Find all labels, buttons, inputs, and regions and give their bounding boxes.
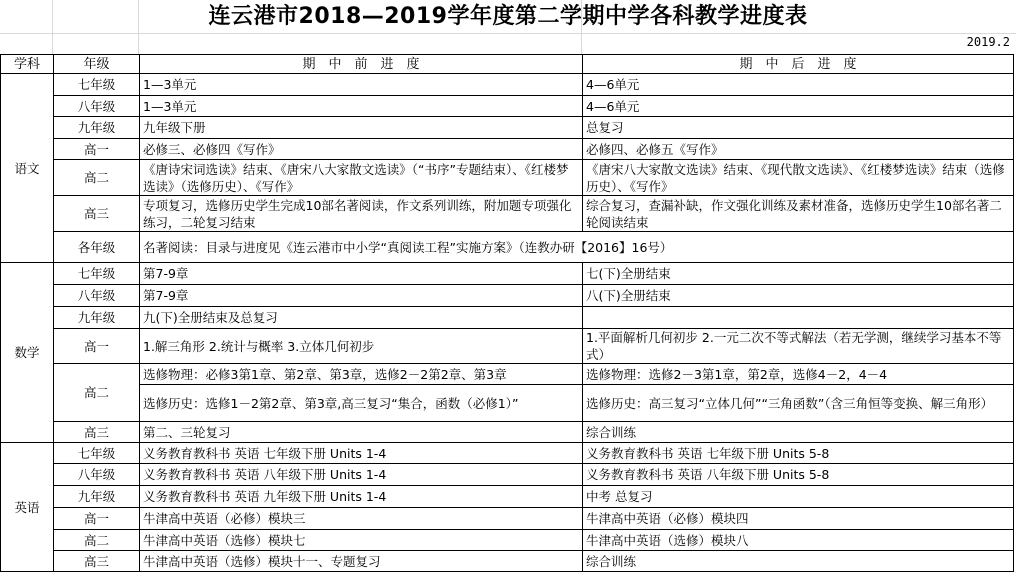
before-cell: 义务教育教科书 英语 八年级下册 Units 1-4: [140, 464, 583, 486]
after-cell: 牛津高中英语（选修）模块八: [583, 530, 1014, 551]
grade-cell: 高一: [54, 139, 140, 160]
before-cell: 选修历史：选修1－2第2章、第3章,高三复习“集合，函数（必修1）”: [140, 385, 583, 422]
grade-cell: 八年级: [54, 285, 140, 307]
table-row: [1, 486, 1014, 508]
before-cell: 牛津高中英语（选修）模块十一、专题复习: [140, 551, 583, 572]
subject-cell-math: 数学: [1, 263, 54, 443]
before-cell: 1—3单元: [140, 96, 583, 117]
after-cell: 综合训练: [583, 422, 1014, 443]
after-cell: 义务教育教科书 英语 八年级下册 Units 5-8: [583, 464, 1014, 486]
grade-cell: 高三: [54, 422, 140, 443]
after-cell: 综合训练: [583, 551, 1014, 572]
table-row: [1, 530, 1014, 551]
after-cell: 七(下)全册结束: [583, 263, 1014, 285]
table-row: [1, 551, 1014, 572]
after-cell: 牛津高中英语（必修）模块四: [583, 508, 1014, 530]
grade-cell: 各年级: [54, 232, 140, 263]
header-row: [1, 55, 1014, 74]
grade-cell: 七年级: [54, 443, 140, 464]
page-title: 连云港市2018—2019学年度第二学期中学各科教学进度表: [208, 4, 808, 29]
header-subject: 学科: [1, 55, 54, 74]
table-row: [1, 285, 1014, 307]
table-row: [1, 263, 1014, 285]
before-cell: 第7-9章: [140, 285, 583, 307]
header-grade: 年级: [54, 55, 140, 74]
table-row: [1, 74, 1014, 96]
before-cell: 牛津高中英语（选修）模块七: [140, 530, 583, 551]
after-cell: 4—6单元: [583, 96, 1014, 117]
merged-reading-cell: 名著阅读：目录与进度见《连云港市中小学“真阅读工程”实施方案》（连教办研【2016】16号）: [140, 232, 1014, 263]
grade-cell: 八年级: [54, 464, 140, 486]
before-cell: 义务教育教科书 英语 九年级下册 Units 1-4: [140, 486, 583, 508]
grade-cell: 高二: [54, 160, 140, 196]
grade-cell: 高二: [54, 530, 140, 551]
after-cell: 必修四、必修五《写作》: [583, 139, 1014, 160]
before-cell: 必修三、必修四《写作》: [140, 139, 583, 160]
grade-cell: 九年级: [54, 117, 140, 139]
before-cell: 九(下)全册结束及总复习: [140, 307, 583, 329]
before-cell: 1.解三角形 2.统计与概率 3.立体几何初步: [140, 329, 583, 364]
before-cell: 九年级下册: [140, 117, 583, 139]
after-cell: 选修物理：选修2－3第1章，第2章，选修4－2，4－4: [583, 364, 1014, 385]
table-row: [1, 464, 1014, 486]
after-cell: 4—6单元: [583, 74, 1014, 96]
table-row: [1, 160, 1014, 196]
grade-cell: 九年级: [54, 486, 140, 508]
before-cell: 牛津高中英语（必修）模块三: [140, 508, 583, 530]
table-row: [1, 443, 1014, 464]
subject-cell-chinese: 语文: [1, 74, 54, 263]
after-cell: [583, 307, 1014, 329]
subject-cell-english: 英语: [1, 443, 54, 572]
after-cell: 1.平面解析几何初步 2.一元二次不等式解法（若无学测，继续学习基本不等式）: [583, 329, 1014, 364]
after-cell: 总复习: [583, 117, 1014, 139]
after-cell: 义务教育教科书 英语 七年级下册 Units 5-8: [583, 443, 1014, 464]
grade-cell: 八年级: [54, 96, 140, 117]
before-cell: 第7-9章: [140, 263, 583, 285]
table-row: [1, 385, 1014, 422]
before-cell: 1—3单元: [140, 74, 583, 96]
schedule-table: [0, 54, 1014, 572]
grade-cell: 七年级: [54, 263, 140, 285]
table-row: [1, 307, 1014, 329]
table-row: [1, 422, 1014, 443]
grade-cell: 七年级: [54, 74, 140, 96]
grade-cell: 高三: [54, 196, 140, 232]
after-cell: 选修历史：高三复习“立体几何”“三角函数”（含三角恒等变换、解三角形）: [583, 385, 1014, 422]
table-row: [1, 139, 1014, 160]
table-row: [1, 96, 1014, 117]
after-cell: 中考 总复习: [583, 486, 1014, 508]
grade-cell: 高二: [54, 364, 140, 422]
date-label: 2019.2: [966, 35, 1010, 49]
header-after-midterm: 期 中 后 进 度: [583, 55, 1014, 74]
table-row: [1, 117, 1014, 139]
before-cell: 《唐诗宋词选读》结束、《唐宋八大家散文选读》（“书序”专题结束）、《红楼梦选读》（选修历史）、《写作》: [140, 160, 583, 196]
grade-cell: 高一: [54, 329, 140, 364]
date-row: [0, 33, 1016, 52]
grade-cell: 高三: [54, 551, 140, 572]
table-row: [1, 364, 1014, 385]
grade-cell: 九年级: [54, 307, 140, 329]
table-row: [1, 196, 1014, 232]
header-before-midterm: 期 中 前 进 度: [140, 55, 583, 74]
grade-cell: 高一: [54, 508, 140, 530]
after-cell: 八(下)全册结束: [583, 285, 1014, 307]
before-cell: 义务教育教科书 英语 七年级下册 Units 1-4: [140, 443, 583, 464]
table-row: [1, 232, 1014, 263]
table-row: [1, 508, 1014, 530]
before-cell: 专项复习，选修历史学生完成10部名著阅读，作文系列训练，附加题专项强化练习，二轮复习结束: [140, 196, 583, 232]
before-cell: 选修物理：必修3第1章、第2章、第3章，选修2－2第2章、第3章: [140, 364, 583, 385]
after-cell: 综合复习，查漏补缺，作文强化训练及素材准备，选修历史学生10部名著二轮阅读结束: [583, 196, 1014, 232]
before-cell: 第二、三轮复习: [140, 422, 583, 443]
after-cell: 《唐宋八大家散文选读》结束、《现代散文选读》、《红楼梦选读》结束（选修历史）、《写作》: [583, 160, 1014, 196]
table-row: [1, 329, 1014, 364]
